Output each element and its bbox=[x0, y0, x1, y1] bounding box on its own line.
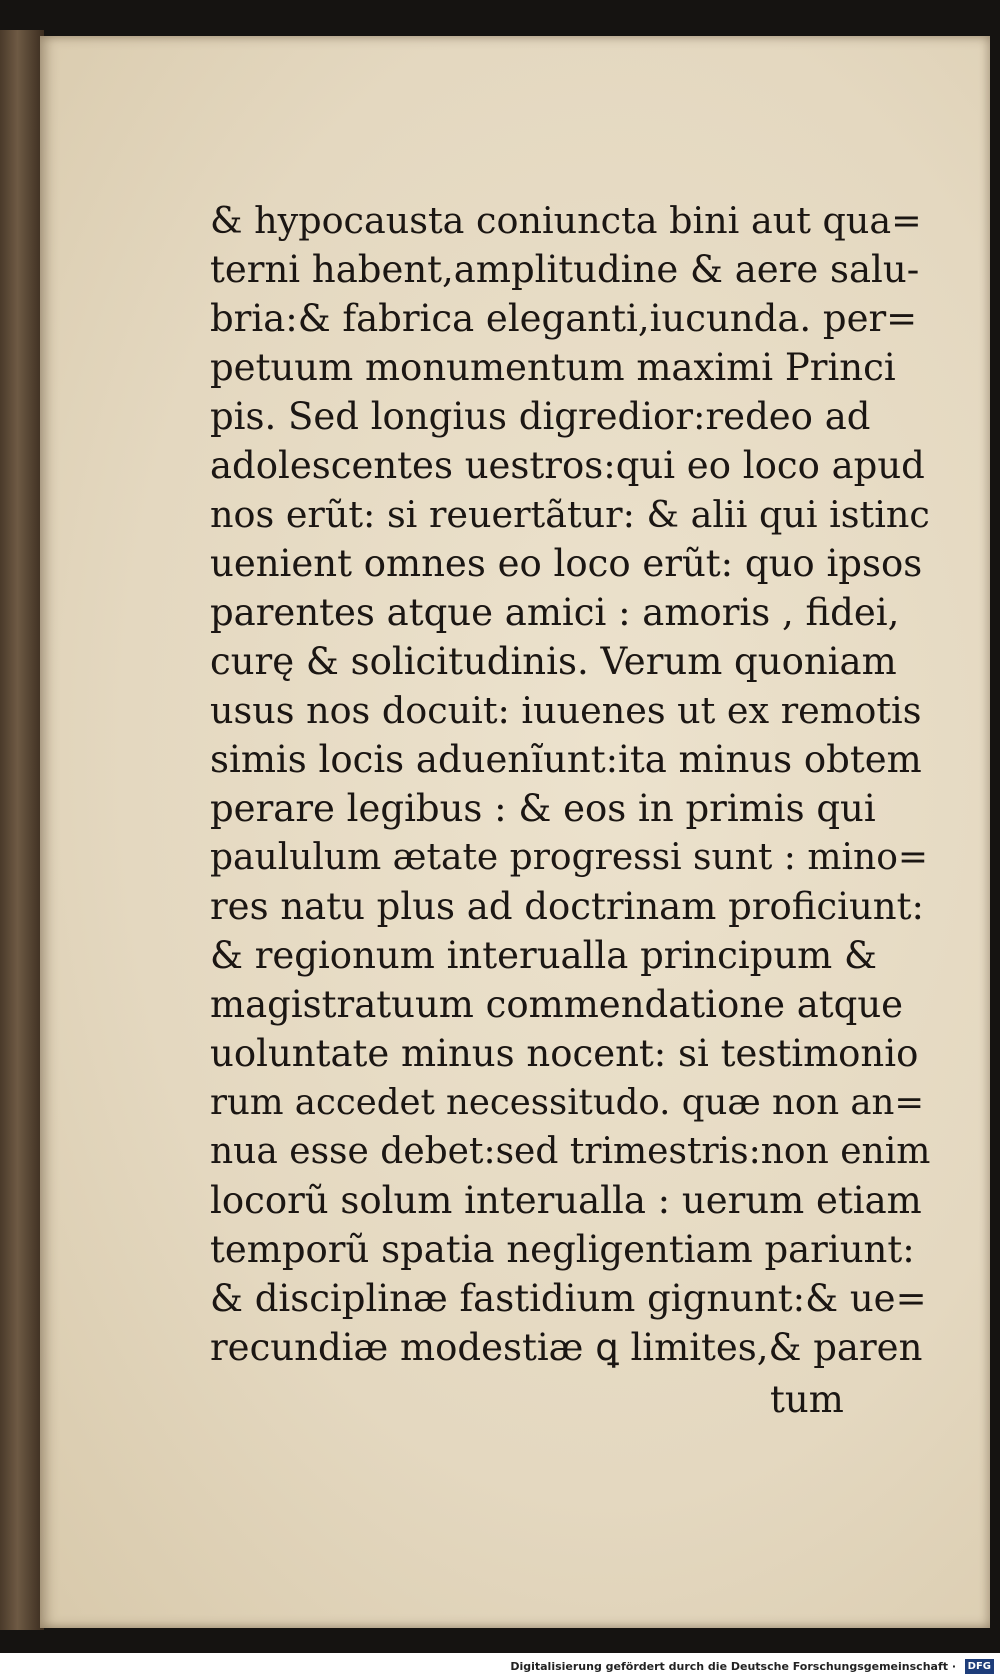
footer-credit-text: Digitalisierung gefördert durch die Deutsche Forschungsgemeinschaft · bbox=[510, 1660, 956, 1673]
text-line: & hypocausta coniuncta bini aut qua= bbox=[210, 199, 922, 242]
text-line: pis. Sed longius digredior:redeo ad bbox=[210, 395, 871, 438]
text-line: uenient omnes eo loco erũt: quo ipsos bbox=[210, 542, 923, 585]
text-line: res natu plus ad doctrinam proficiunt: bbox=[210, 885, 924, 928]
text-line: nua esse debet:sed trimestris:non enim bbox=[210, 1131, 931, 1172]
text-line: & disciplinæ fastidium gignunt:& ue= bbox=[210, 1277, 927, 1320]
book-edge bbox=[0, 30, 44, 1630]
text-line: simis locis aduenĩunt:ita minus obtem bbox=[210, 738, 922, 781]
dfg-logo: DFG bbox=[965, 1659, 994, 1674]
text-line: uoluntate minus nocent: si testimonio bbox=[210, 1032, 919, 1075]
text-line: curę & solicitudinis. Verum quoniam bbox=[210, 640, 897, 683]
text-line: paululum ætate progressi sunt : mino= bbox=[210, 837, 929, 878]
catchword: tum bbox=[770, 1378, 844, 1421]
text-line: usus nos docuit: iuuenes ut ex remotis bbox=[210, 689, 922, 732]
text-line: parentes atque amici : amoris , fidei, bbox=[210, 591, 900, 634]
text-line: temporũ spatia negligentiam pariunt: bbox=[210, 1228, 915, 1271]
text-line: bria:& fabrica eleganti,iucunda. per= bbox=[210, 297, 918, 340]
text-line: locorũ solum interualla : uerum etiam bbox=[210, 1179, 922, 1222]
text-line: rum accedet necessitudo. quæ non an= bbox=[210, 1082, 925, 1123]
digitization-footer bbox=[0, 1653, 1000, 1677]
text-line: nos erũt: si reuertãtur: & alii qui istinc bbox=[210, 493, 930, 536]
text-line: & regionum interualla principum & bbox=[210, 934, 877, 977]
text-line: petuum monumentum maximi Princi bbox=[210, 346, 896, 389]
page-text-block bbox=[210, 196, 930, 1372]
text-line: recundiæ modestiæ ꝗ limites,& paren bbox=[210, 1326, 923, 1369]
text-line: terni habent,amplitudine & aere salu- bbox=[210, 248, 920, 291]
text-line: perare legibus : & eos in primis qui bbox=[210, 787, 876, 830]
text-line: adolescentes uestros:qui eo loco apud bbox=[210, 444, 925, 487]
text-line: magistratuum commendatione atque bbox=[210, 983, 904, 1026]
